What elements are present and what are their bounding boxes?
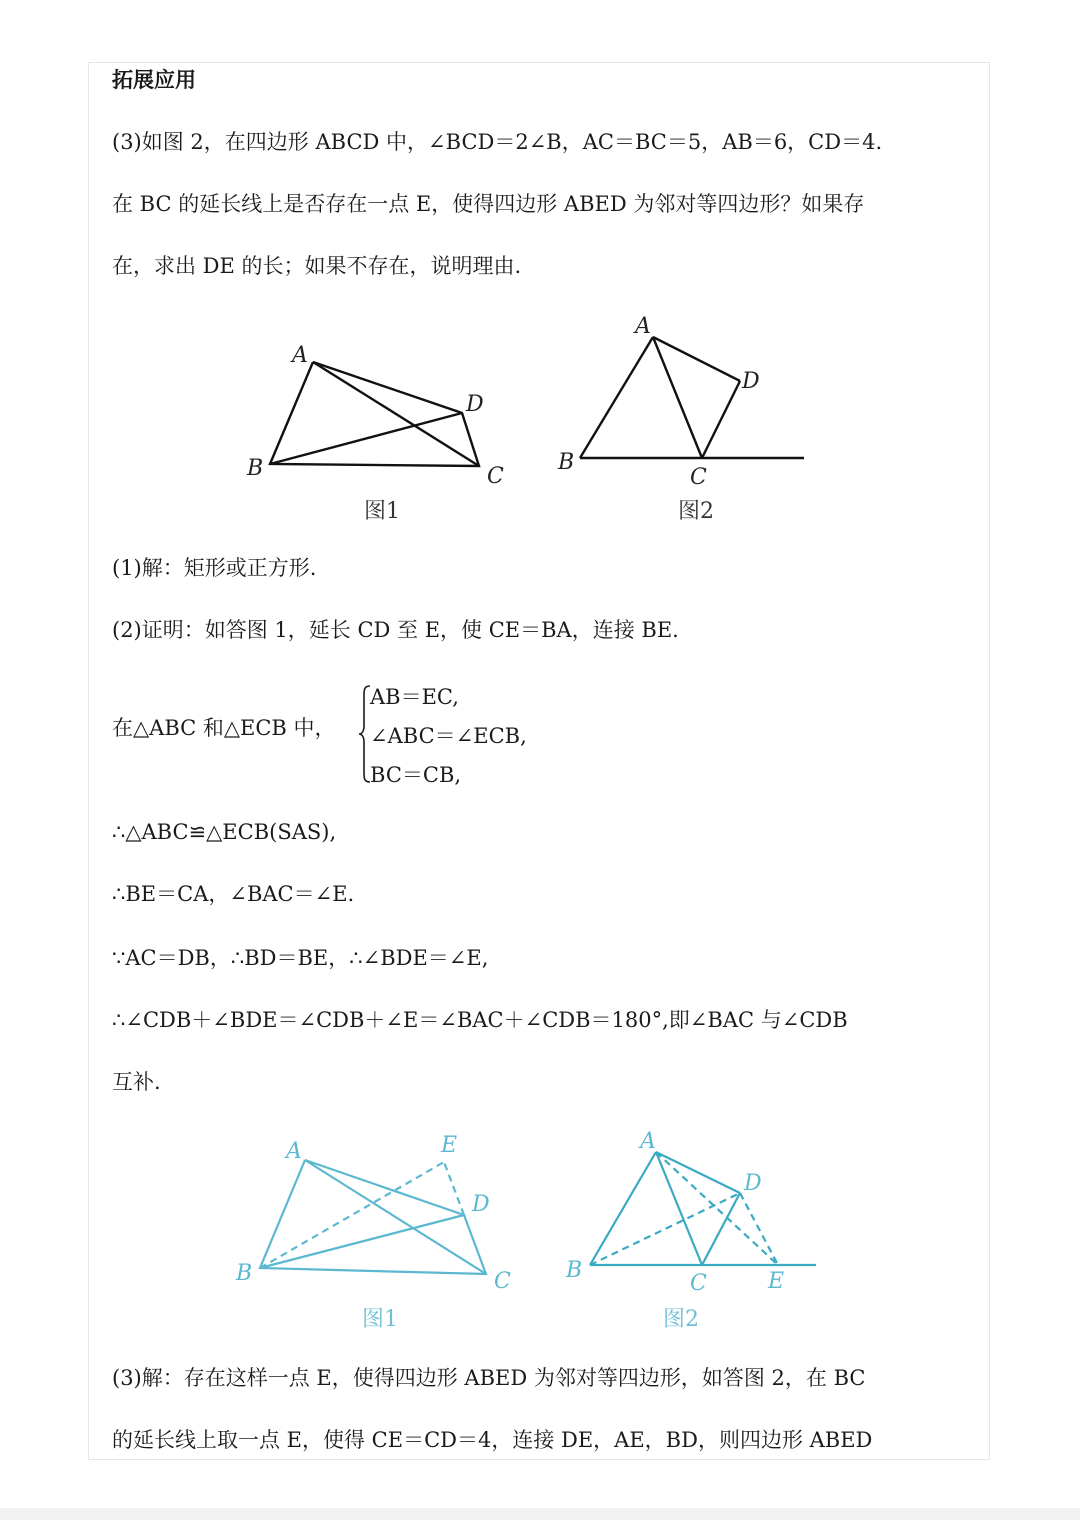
fig2-side-dc <box>702 381 740 458</box>
answer-figure-2 <box>590 1152 816 1265</box>
fig1-label-c: C <box>487 464 504 489</box>
ans1-caption: 图1 <box>362 1307 398 1332</box>
ans2-side-ac <box>656 1152 702 1265</box>
step-3: ∵AC＝DB，∴BD＝BE，∴∠BDE＝∠E, <box>112 946 489 970</box>
system-line-2: ∠ABC＝∠ECB, <box>370 724 527 748</box>
problem-line-3: 在，求出 DE 的长；如果不存在，说明理由. <box>112 254 522 278</box>
bottom-strip <box>0 1508 1080 1520</box>
ans2-side-dc <box>702 1193 740 1265</box>
section-heading: 拓展应用 <box>112 68 196 92</box>
fig2-side-ab <box>580 337 653 458</box>
fig1-label-d: D <box>466 392 484 417</box>
ans2-label-d: D <box>744 1171 762 1196</box>
fig2-side-ac <box>653 337 702 458</box>
ans1-label-e: E <box>441 1133 458 1158</box>
ans2-label-a: A <box>640 1129 656 1154</box>
ans1-dashed-be <box>260 1162 444 1268</box>
top-figure-2 <box>580 337 804 458</box>
step-5: 互补. <box>112 1070 161 1094</box>
step-2: ∴BE＝CA，∠BAC＝∠E. <box>112 882 355 906</box>
ans1-label-d: D <box>472 1192 490 1217</box>
fig2-label-d: D <box>742 369 760 394</box>
ans2-label-b: B <box>566 1258 583 1283</box>
step-1: ∴△ABC≌△ECB(SAS), <box>112 820 337 844</box>
system-line-3: BC＝CB, <box>370 763 462 787</box>
solution-in-triangles: 在△ABC 和△ECB 中， <box>112 716 336 740</box>
ans2-dashed-de <box>740 1193 778 1265</box>
fig2-label-b: B <box>558 450 575 475</box>
solution-part-3-line-1: (3)解：存在这样一点 E，使得四边形 ABED 为邻对等四边形，如答图 2，在 BC <box>112 1366 866 1390</box>
bottom-figures <box>0 1120 1080 1340</box>
ans2-dashed-ae <box>656 1152 778 1265</box>
solution-part-1: (1)解：矩形或正方形. <box>112 556 317 580</box>
fig1-label-b: B <box>247 456 264 481</box>
top-figure-1 <box>270 362 479 466</box>
ans1-label-a: A <box>286 1139 302 1164</box>
ans1-label-b: B <box>236 1261 253 1286</box>
step-4: ∴∠CDB＋∠BDE＝∠CDB＋∠E＝∠BAC＋∠CDB＝180°,即∠BAC 与∠CDB <box>112 1008 848 1032</box>
fig1-quadrilateral <box>270 362 479 466</box>
fig2-label-c: C <box>690 465 707 490</box>
ans2-label-e: E <box>768 1269 785 1294</box>
fig2-side-ad <box>653 337 740 381</box>
fig1-caption: 图1 <box>364 499 400 524</box>
top-figures <box>0 300 1080 540</box>
answer-figure-1 <box>260 1160 486 1274</box>
solution-part-3-line-2: 的延长线上取一点 E，使得 CE＝CD＝4，连接 DE，AE，BD，则四边形 ABED <box>112 1428 873 1452</box>
fig2-label-a: A <box>635 314 651 339</box>
ans2-label-c: C <box>690 1271 707 1296</box>
problem-line-2: 在 BC 的延长线上是否存在一点 E，使得四边形 ABED 为邻对等四边形？如果存 <box>112 192 865 216</box>
ans2-dashed-bd <box>590 1193 740 1265</box>
solution-part-2-intro: (2)证明：如答图 1，延长 CD 至 E，使 CE＝BA，连接 BE. <box>112 618 679 642</box>
fig1-label-a: A <box>292 343 308 368</box>
system-line-1: AB＝EC, <box>370 685 459 709</box>
ans2-side-ad <box>656 1152 740 1193</box>
ans1-label-c: C <box>494 1269 511 1294</box>
fig2-caption: 图2 <box>678 499 714 524</box>
problem-line-1: (3)如图 2，在四边形 ABCD 中，∠BCD＝2∠B，AC＝BC＝5，AB＝6，CD＝4. <box>112 130 883 154</box>
ans1-dashed-de <box>444 1162 464 1215</box>
congruence-system <box>370 678 527 795</box>
ans2-caption: 图2 <box>663 1307 699 1332</box>
